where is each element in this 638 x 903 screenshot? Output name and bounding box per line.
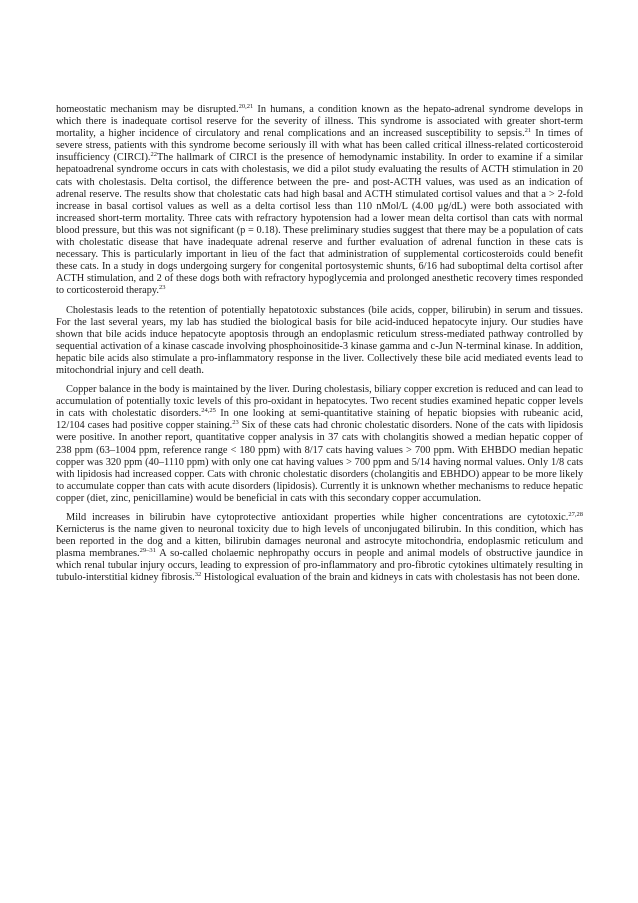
body-text — [56, 104, 583, 592]
paragraph-text: The hallmark of CIRCI is the presence of hemodynamic instability. In order to examine if a similar hepatoadrenal syndrome occurs in cats with cholestasis, we did a pilot study evaluating the results of ACTH stimulation in 20 cats with cholestasis. Delta cortisol, the difference between the pre- and post-ACTH values, was used as an indication of adrenal reserve. The results show that cholestatic cats had high basal and ACTH stimulated cortisol values and that a > 2-fold increase in basal cortisol values as well as a delta cortisol less than 110 nMol/L (4.00 μg/dL) were both associated with increased short-term mortality. Three cats with refractory hypotension had a lower mean delta cortisol than cats with normal blood pressure, but this was not significant (p = 0.18). These preliminary studies suggest that there may be a population of cats with cholestatic disease that have inadequate adrenal reserve and further evaluation of adrenal function in these cats is necessary. This is particularly important in lieu of the fact that administration of supplemental corticosteroids could benefit these cats. In a study in dogs undergoing surgery for congenital portosystemic shunts, 6/16 had suboptimal delta cortisol after ACTH stimulation, and 2 of these dogs both with refractory hypoglycemia and prolonged anesthetic recovery times responded to corticosteroid therapy. — [56, 152, 583, 297]
paragraph-text: A so-called cholaemic nephropathy occurs in people and animal models of obstructive jaundice in which renal tubular injury occurs, leading to expression of pro-inflammatory and pro-fibrotic cytokines ultimately resulting in tubulo-interstitial kidney fibrosis. — [56, 548, 583, 584]
citation-superscript: 21 — [524, 127, 532, 135]
citation-superscript: 23 — [159, 284, 166, 292]
paragraph-text: Mild increases in bilirubin have cytoprotective antioxidant properties while higher concentrations are cytotoxic. — [66, 512, 569, 523]
citation-superscript: 20,21 — [238, 103, 254, 110]
citation-superscript: 24,25 — [201, 407, 216, 415]
citation-superscript: 27,28 — [568, 511, 583, 518]
paragraph-text: Cholestasis leads to the retention of potentially hepatotoxic substances (bile acids, copper, bilirubin) in serum and tissues. For the last several years, my lab has studied the biological basis for bile acid-induced hepatocyte injury. Our studies have shown that bile acids induce hepatocyte apoptosis through an endoplasmic reticulum stress-mediated pathway controlled by sequential activation of a kinase cascade involving phosphoinositide-3 kinase gamma and c-Jun N-terminal kinase. In addition, hepatic bile acids also stimulate a pro-inflammatory response in the liver. Collectively these bile acid mediated events lead to mitochondrial injury and cell death. — [56, 304, 583, 376]
paragraph-cholestasis — [56, 305, 583, 378]
paragraph-text: In humans, a condition known as the hepato-adrenal syndrome develops in which there is inadequate cortisol reserve for the severity of illness. This syndrome is associated with greater short-term mortality, a higher incidence of circulatory and renal complications and an increased susceptibility to sepsis. — [56, 104, 583, 140]
paragraph-bilirubin — [56, 512, 583, 585]
paragraph-copper — [56, 384, 583, 505]
paragraph-text: Copper balance in the body is maintained by the liver. During cholestasis, biliary copper excretion is reduced and can lead to accumulation of potentially toxic levels of this pro-oxidant in hepatocytes. Two recent studies examined hepatic copper levels in cats with cholestatic disorders. — [56, 384, 583, 420]
citation-superscript: 29–31 — [139, 547, 156, 555]
paragraph-adrenal — [56, 104, 583, 298]
citation-superscript: 23 — [232, 419, 239, 427]
paragraph-text: In one looking at semi-quantitative staining of hepatic biopsies with rubeanic acid, 12/104 cases had positive copper staining. — [56, 408, 583, 432]
paragraph-text: Histological evaluation of the brain and kidneys in cats with cholestasis has not been done. — [201, 572, 580, 584]
paragraph-text: In times of severe stress, patients with this syndrome become seriously ill with what has been called critical illness-related corticosteroid insufficiency (CIRCI). — [56, 128, 583, 164]
paragraph-text: Kernicterus is the name given to neuronal toxicity due to high levels of unconjugated bilirubin. In this condition, which has been reported in the dog and a kitten, bilirubin damages neuronal and astrocyte mitochondria, endoplasmic reticulum and plasma membranes. — [56, 524, 583, 560]
paragraph-text: homeostatic mechanism may be disrupted. — [56, 104, 239, 115]
citation-superscript: 32 — [194, 571, 202, 579]
citation-superscript: 22 — [150, 151, 157, 159]
paragraph-text: Six of these cats had chronic cholestatic disorders. None of the cats with lipidosis were positive. In another report, quantitative copper analysis in 37 cats with cholangitis showed a median hepatic copper of 238 ppm (63–1004 ppm, reference range < 180 ppm) with 8/17 cats having values > 700 ppm. With EHBDO median hepatic copper was 320 ppm (40–1110 ppm) with only one cat having values > 700 ppm and 5/14 having normal values. Only 1/8 cats with lipidosis had increased copper. Cats with chronic cholestatic disorders (cholangitis and EBHDO) appear to be more likely to accumulate copper than cats with acute disorders (lipidosis). Currently it is unknown whether mechanisms to reduce hepatic copper (diet, zinc, penicillamine) would be beneficial in cats with this secondary copper accumulation. — [56, 420, 583, 504]
